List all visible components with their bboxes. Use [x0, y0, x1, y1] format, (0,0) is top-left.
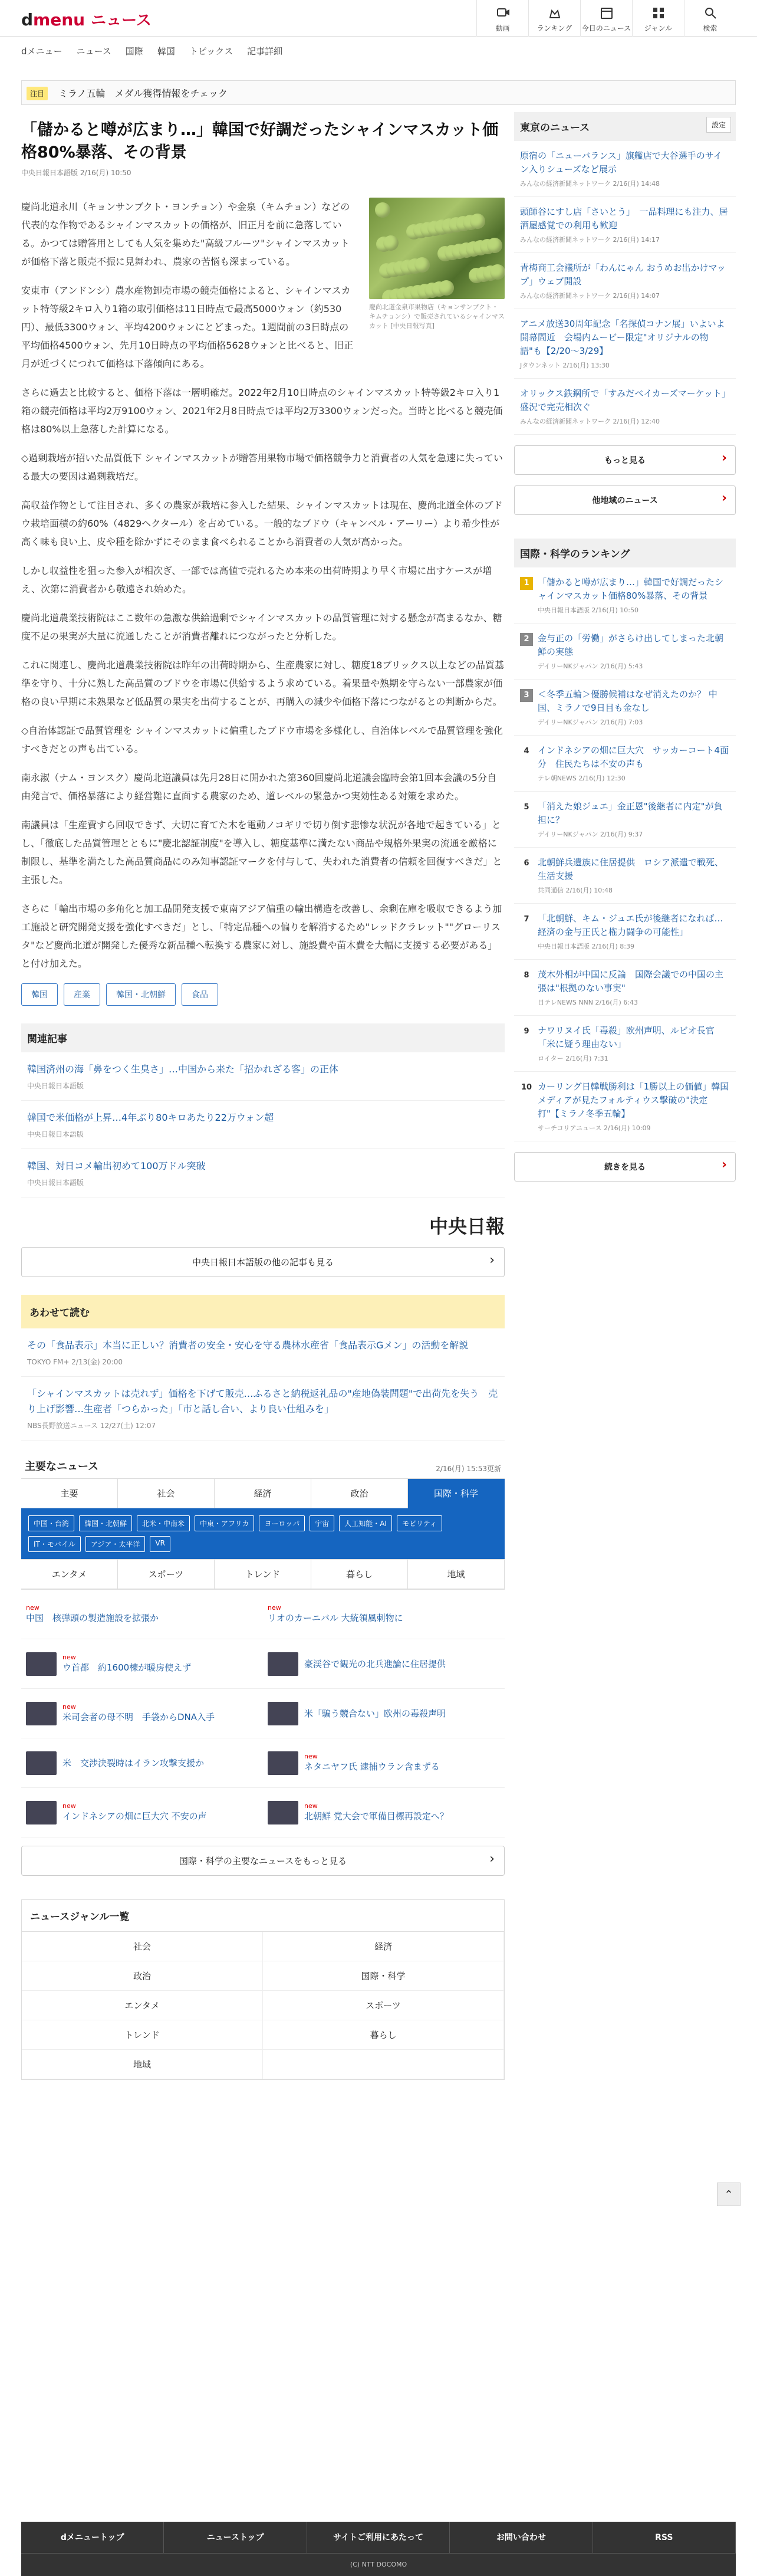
rank-number: 8 [520, 969, 533, 982]
rank-number: 9 [520, 1025, 533, 1038]
tokyo-news-title[interactable]: 青梅商工会議所が「わんにゃん おうめお出かけマップ」ウェブ開設 [520, 262, 726, 287]
related-item-title[interactable]: 韓国済州の海「鼻をつく生臭さ」…中国から来た「招かれざる客」の正体 [27, 1064, 339, 1075]
main-news-title[interactable]: 中国 核弾頭の製造施設を拡張か [26, 1613, 159, 1623]
genre-item[interactable]: スポーツ [263, 1991, 504, 2020]
main-news-title[interactable]: 米司会者の母不明 手袋からDNA入手 [62, 1712, 215, 1722]
rank-number: 5 [520, 801, 533, 814]
ranking-title[interactable]: 「消えた娘ジュエ」金正恩"後継者に内定"が負担に？ [538, 801, 723, 825]
news-thumbnail [26, 1652, 57, 1676]
tokyo-news-title[interactable]: 頭師谷にすし店「さいとう」 一品料理にも注力、居酒屋感覚での利用も歓迎 [520, 206, 728, 231]
main-news-item[interactable] [21, 1689, 263, 1738]
main-news-item[interactable] [21, 1590, 263, 1639]
main-news-title[interactable]: 米 交渉決裂時はイラン攻撃支援か [62, 1757, 205, 1768]
news-tab[interactable]: スポーツ [118, 1560, 215, 1589]
news-thumbnail [268, 1801, 298, 1824]
today-news-nav[interactable] [580, 0, 632, 37]
tokyo-news-source: みんなの経済新聞ネットワーク 2/16(月) 12:40 [520, 418, 660, 425]
main-news-title[interactable]: 豪渓谷で観光の北兵進論に住居提供 [304, 1658, 446, 1669]
genre-list [21, 1899, 505, 2080]
copyright: (C) NTT DOCOMO [350, 2561, 407, 2568]
genre-item[interactable]: 暮らし [263, 2020, 504, 2050]
news-tab[interactable]: エンタメ [21, 1560, 118, 1589]
news-tab[interactable]: 国際・科学 [408, 1479, 505, 1508]
tokyo-news-title[interactable]: オリックス鉄鋼所で「すみだベイカーズマーケット」盛況で完売相次ぐ [520, 388, 726, 412]
news-tab[interactable]: 政治 [311, 1479, 408, 1508]
sidebar [514, 112, 736, 1182]
header-icon-label: ランキング [537, 24, 572, 32]
new-badge: new [304, 1802, 318, 1810]
ranking-source: 中央日報日本語版 2/16(月) 8:39 [538, 943, 634, 950]
also-read-heading: あわせて読む [21, 1295, 505, 1328]
genre-item[interactable]: 地域 [22, 2050, 263, 2079]
ranking-title[interactable]: カーリング日韓戦勝利は「1勝以上の価値」韓国メディアが見たフォルティウス撃破の"決定打"【ミラノ冬季五輪】 [538, 1081, 729, 1119]
main-news-item[interactable] [263, 1590, 505, 1639]
tokyo-news-item[interactable] [514, 253, 736, 309]
breadcrumb-item: 記事詳細 [247, 46, 283, 57]
notice-tag: 注目 [27, 87, 48, 100]
topic-tag[interactable]: 韓国・北朝鮮 [106, 983, 176, 1006]
genre-item[interactable]: 政治 [22, 1961, 263, 1991]
breadcrumb-item[interactable]: dメニュー [21, 46, 62, 57]
ranking-item[interactable] [514, 1016, 736, 1072]
main-news-title[interactable]: ネタニヤフ氏 逮捕ウラン含まずる [304, 1761, 440, 1772]
main-news-more-button[interactable]: 国際・科学の主要なニュースをもっと見る › [21, 1846, 505, 1876]
news-thumbnail [268, 1702, 298, 1725]
genre-item[interactable]: 社会 [22, 1932, 263, 1961]
article-paragraph: 慶尚北道農業技術院はここ数年の急激な供給過剰でシャインマスカットの品質管理に対する懸念が高まるなか、糖度不足の果実が大量に流通したことが消費者離れにつながったと分析した。 [21, 612, 502, 642]
main-news-updated: 2/16(月) 15:53更新 [436, 1465, 501, 1473]
ranking-title[interactable]: 茂木外相が中国に反論 国際会議での中国の主張は"根拠のない事実" [538, 969, 724, 993]
main-news-item[interactable] [263, 1788, 505, 1837]
main-news-item[interactable] [263, 1639, 505, 1689]
ranking-nav[interactable] [528, 0, 580, 37]
sub-category-tag[interactable]: 中国・台湾 [28, 1515, 74, 1531]
ranking-item[interactable] [514, 1072, 736, 1141]
main-news-item[interactable] [21, 1788, 263, 1837]
tokyo-setting-button[interactable]: 設定 [706, 117, 731, 133]
news-tab[interactable]: 主要 [21, 1479, 118, 1508]
tokyo-news-source: みんなの経済新聞ネットワーク 2/16(月) 14:07 [520, 292, 660, 300]
genre-item[interactable]: エンタメ [22, 1991, 263, 2020]
sub-category-tag[interactable]: モビリティ [397, 1515, 442, 1531]
genre-title: ニュースジャンル一覧 [22, 1900, 504, 1932]
tokyo-more-button[interactable]: もっと見る › [514, 445, 736, 475]
rank-number: 1 [520, 577, 533, 590]
article-source: 中央日報日本語版 2/16(月) 10:50 [21, 169, 131, 177]
also-read-source: TOKYO FM+ 2/13(金) 20:00 [27, 1358, 123, 1366]
article-paragraph: さらに「輸出市場の多角化と加工品開発支援で東南アジア偏重の輸出構造を改善し、余剰在庫を吸収できるよう加工施設と研究開発支援を強化すべきだ」とし、「特定品種への偏りを解消するため"レッドクラレット""グローリスタ"など慶尚北道が開発した優秀な新品種へ転換する農家に対し、施設費や苗木費を大幅に支援する必要がある」と付け加えた。 [21, 903, 502, 969]
genre-item[interactable]: 国際・科学 [263, 1961, 504, 1991]
related-item[interactable] [21, 1149, 505, 1197]
ranking-title[interactable]: インドネシアの畑に巨大穴 サッカーコート4面分 住民たちは不安の声も [538, 745, 729, 769]
main-news-title[interactable]: リオのカーニバル 大統領風刺物に [268, 1613, 403, 1623]
search-icon [684, 6, 736, 20]
main-news-item[interactable] [21, 1738, 263, 1788]
main-column [21, 112, 505, 2080]
ranking-item[interactable] [514, 792, 736, 848]
sub-category-tag[interactable]: 人工知能・AI [339, 1515, 392, 1531]
grape-photo[interactable] [369, 198, 505, 299]
main-news-title[interactable]: 米「騙う競合ない」欧州の毒殺声明 [304, 1708, 446, 1719]
tokyo-news-source: みんなの経済新聞ネットワーク 2/16(月) 14:17 [520, 236, 660, 244]
breadcrumb-item[interactable]: 韓国 [157, 46, 175, 57]
tokyo-news-title[interactable]: アニメ放送30周年記念「名探偵コナン展」いよいよ開幕間近 会場内ムービー限定"オリジナルの物語"も【2/20〜3/29】 [520, 319, 725, 356]
notice-text[interactable]: ミラノ五輪 メダル獲得情報をチェック [58, 88, 228, 99]
article-paragraph: 南永淑（ナム・ヨンスク）慶尚北道議員は先月28日に開かれた第360回慶尚北道議会臨時会第1回本会議の5分自由発言で、価格暴落により経営難に直面する農家のため、道レベルの緊急かつ実効性ある対策を求めた。 [21, 772, 496, 802]
breadcrumb-item[interactable]: ニュース [76, 46, 111, 57]
video-icon [477, 6, 528, 20]
ranking-icon [529, 6, 580, 20]
tokyo-news-item[interactable] [514, 141, 736, 197]
ranking-source: デイリーNKジャパン 2/16(月) 7:03 [538, 718, 643, 726]
related-item-title[interactable]: 韓国、対日コメ輸出初めて100万ドル突破 [27, 1160, 206, 1171]
footer-link[interactable]: dメニュートップ [21, 2522, 164, 2553]
article-paragraph: 南議員は「生産費すら回収できず、大切に育てた木を電動ノコギリで切り倒す悲惨な状況が各地で起きている」とし、「徹底した品質管理とともに"慶北認証制度"を導入し、糖度基準に満たない商品や規格外果実の流通を厳格に制限し、基準を満たした高品質商品にのみ知事認証マークを付与して、失われた消費者の信頼を回復すべきだ」と主張した。 [21, 819, 502, 885]
article-paragraph: しかし収益性を狙った参入が相次ぎ、一部では高値で売れるため本来の出荷時期より早く市場に出すケースが増え、次第に消費者から敬遠され始めた。 [21, 565, 492, 595]
news-tab[interactable]: 地域 [408, 1560, 505, 1589]
news-tab[interactable]: 暮らし [311, 1560, 408, 1589]
rank-number: 4 [520, 745, 533, 758]
ranking-more-button[interactable]: 続きを見る › [514, 1152, 736, 1182]
sub-category-tag[interactable]: 中東・アフリカ [195, 1515, 254, 1531]
genre-item[interactable]: トレンド [22, 2020, 263, 2050]
news-tab[interactable]: 経済 [215, 1479, 311, 1508]
topic-tag[interactable]: 産業 [64, 983, 100, 1006]
ranking-item[interactable] [514, 567, 736, 624]
main-news-item[interactable] [21, 1639, 263, 1689]
new-badge: new [268, 1604, 281, 1612]
publisher-logo: 中央日報 [429, 1215, 505, 1238]
video-nav[interactable] [476, 0, 528, 37]
main-news-title[interactable]: 北朝鮮 党大会で軍備目標再設定へ？ [304, 1811, 449, 1822]
other-region-button[interactable]: 他地域のニュース › [514, 485, 736, 515]
notice-banner[interactable] [21, 80, 736, 105]
ranking-heading: 国際・科学のランキング [514, 539, 736, 567]
related-item-source: 中央日報日本語版 [27, 1082, 84, 1090]
article-paragraph: これに関連し、慶尚北道農業技術院は昨年の出荷時期から、生産農家に対し、糖度18ブリックス以上などの品質基準を守り、十分に熟した高品質のブドウを市場に供給するよう求めている。着果量や熟期を守らない一部農家が価格の良い早期に未熟果など低品質の果実を出荷することが、再購入の減少や価格下落につながるとの判断からだ。 [21, 659, 504, 707]
ranking-item[interactable] [514, 960, 736, 1016]
footer-link[interactable]: RSS [593, 2522, 736, 2553]
article-body [21, 198, 505, 973]
genre-icon [633, 6, 684, 20]
ranking-source: テレ朝NEWS 2/16(月) 12:30 [538, 775, 626, 782]
sub-category-tag[interactable]: ヨーロッパ [259, 1515, 305, 1531]
breadcrumb [21, 45, 736, 68]
article-paragraph: ◇自治体認証で品質管理を シャインマスカットに偏重したブドウ市場を多様化し、自治体レベルで品質管理を強化すべきだとの声も出ている。 [21, 725, 503, 754]
search-nav[interactable] [684, 0, 736, 37]
ranking-source: ロイター 2/16(月) 7:31 [538, 1055, 608, 1062]
header-icon-label: 今日のニュース [581, 24, 631, 32]
rank-number: 6 [520, 857, 533, 870]
tokyo-news-title[interactable]: 原宿の「ニューバランス」旗艦店で大谷選手のサイン入りシューズなど展示 [520, 150, 722, 175]
article-title: 「儲かると噂が広まり…」韓国で好調だったシャインマスカット価格80%暴落、その背景 [21, 121, 499, 162]
article-paragraph: さらに過去と比較すると、価格下落は一層明確だ。2022年2月10日時点のシャインマスカット特等級2キロ入り1箱の競売価格は平均2万9100ウォン、2021年2月8日時点では平均2万3300ウォンだった。当時と比べると競売価格は80%以上急落した計算になる。 [21, 387, 503, 435]
ranking-item[interactable] [514, 736, 736, 792]
footer-link[interactable]: お問い合わせ [450, 2522, 593, 2553]
header-icon-label: 動画 [495, 24, 510, 32]
ranking-source: デイリーNKジャパン 2/16(月) 9:37 [538, 831, 643, 838]
tokyo-news-source: Jタウンネット 2/16(月) 13:30 [520, 362, 610, 369]
main-news-title[interactable]: ウ首都 約1600棟が暖房使えず [62, 1662, 192, 1673]
header-icon-label: ジャンル [644, 24, 673, 32]
article-paragraph: ◇過剰栽培が招いた品質低下 シャインマスカットが贈答用果物市場で価格競争力と消費者の人気を急速に失っている最大の要因は過剰栽培だ。 [21, 452, 503, 482]
photo-caption: 慶尚北道金泉市果物店（キョンサンブクト・キムチョンシ）で販売されているシャインマスカット [中央日報写真] [369, 303, 505, 330]
sub-category-tag[interactable]: 北米・中南米 [137, 1515, 190, 1531]
rank-number: 7 [520, 913, 533, 926]
news-thumbnail [26, 1702, 57, 1725]
news-tab[interactable]: 社会 [118, 1479, 215, 1508]
also-read-title[interactable]: 「シャインマスカットは売れず」価格を下げて販売…ふるさと納税返礼品の"産地偽装問題"で出荷先を失う 売り上げ影響…生産者「つらかった」「市と話し合い、より良い仕組みを」 [27, 1388, 498, 1415]
ranking-item[interactable] [514, 904, 736, 960]
main-news-item[interactable] [263, 1738, 505, 1788]
breadcrumb-item[interactable]: 国際 [125, 46, 143, 57]
ranking-title[interactable]: ナワリヌイ氏「毒殺」欧州声明、ルビオ長官「米に疑う理由ない」 [538, 1025, 715, 1049]
ranking-title[interactable]: 「北朝鮮、キム・ジュエ氏が後継者になれば…経済の金与正氏と権力闘争の可能性」 [538, 913, 723, 937]
news-tab[interactable]: トレンド [215, 1560, 311, 1589]
ranking-title[interactable]: 金与正の「労働」がさらけ出してしまった北朝鮮の実態 [538, 633, 724, 657]
sub-category-tag[interactable]: 宇宙 [310, 1515, 334, 1531]
ranking-title[interactable]: ＜冬季五輪＞優勝候補はなぜ消えたのか？ 中国、ミラノで9日目も金なし [538, 689, 717, 713]
ranking-item[interactable] [514, 680, 736, 736]
new-badge: new [62, 1703, 76, 1711]
ranking-source: デイリーNKジャパン 2/16(月) 5:43 [538, 662, 643, 670]
footer-link[interactable]: ニューストップ [164, 2522, 307, 2553]
topic-tag[interactable]: 食品 [182, 983, 218, 1006]
related-item[interactable] [21, 1052, 505, 1101]
ranking-source: 日テレNEWS NNN 2/16(月) 6:43 [538, 999, 638, 1006]
footer [21, 2522, 736, 2576]
news-thumbnail [26, 1801, 57, 1824]
article-paragraph: 高収益作物として注目され、多くの農家が栽培に参入した結果、シャインマスカットは現在、慶尚北道全体のブドウ栽培面積の約60%（4829ヘクタール）を占めている。一般的なブドウ（キャンベル・アーリー）より希少性が高く味も良い上、皮や種を除かずにそのまま食べられることから消費者の人気が高かった。 [21, 500, 503, 547]
new-badge: new [62, 1653, 76, 1661]
breadcrumb-item[interactable]: トピックス [189, 46, 233, 57]
genre-item [263, 2050, 504, 2079]
publisher-more-button[interactable]: 中央日報日本語版の他の記事も見る › [21, 1247, 505, 1277]
sub-category-tag[interactable]: 韓国・北朝鮮 [79, 1515, 132, 1531]
related-item[interactable] [21, 1101, 505, 1149]
news-thumbnail [26, 1751, 57, 1775]
also-read-item[interactable] [21, 1328, 505, 1377]
main-news-section [21, 1458, 505, 1876]
sub-category-tag[interactable]: IT・モバイル [28, 1536, 81, 1552]
dmenu-news-logo[interactable]: dmenu ニュース [21, 10, 152, 29]
related-item-title[interactable]: 韓国で米価格が上昇…4年ぶり80キロあたり22万ウォン超 [27, 1112, 274, 1123]
also-read-title[interactable]: その「食品表示」本当に正しい？消費者の安全・安心を守る農林水産省「食品表示Gメン」の活動を解説 [27, 1340, 469, 1351]
site-header [0, 0, 757, 37]
also-read-item[interactable] [21, 1377, 505, 1440]
genre-item[interactable]: 経済 [263, 1932, 504, 1961]
article-figure [369, 198, 505, 331]
ranking-item[interactable] [514, 624, 736, 680]
news-thumbnail [268, 1751, 298, 1775]
article-tags [21, 983, 505, 1006]
rank-number: 2 [520, 633, 533, 646]
sub-category-tag[interactable]: VR [150, 1536, 170, 1552]
related-item-source: 中央日報日本語版 [27, 1179, 84, 1187]
footer-link[interactable]: サイトご利用にあたって [307, 2522, 450, 2553]
news-thumbnail [268, 1652, 298, 1676]
ranking-title[interactable]: 「儲かると噂が広まり…」韓国で好調だったシャインマスカット価格80%暴落、その背景 [538, 577, 724, 601]
ranking-source: 共同通信 2/16(月) 10:48 [538, 887, 613, 894]
also-read-source: NBS長野放送ニュース 12/27(土) 12:07 [27, 1422, 156, 1430]
article-paragraph: 慶尚北道永川（キョンサンブクト・ヨンチョン）や金泉（キムチョン）などの代表的な作物であるシャインマスカットの価格が、旧正月を前に急落している。かつては贈答用としても人気を集めた"高級フルーツ"シャインマスカットが価格下落と販売不振に見舞われ、農家の苦悩も深まっている。 [21, 201, 350, 267]
related-heading: 関連記事 [21, 1023, 505, 1052]
new-badge: new [26, 1604, 40, 1612]
new-badge: new [62, 1802, 76, 1810]
today-news-icon [581, 6, 632, 20]
tokyo-news-source: みんなの経済新聞ネットワーク 2/16(月) 14:48 [520, 180, 660, 188]
ranking-item[interactable] [514, 848, 736, 904]
ranking-source: サーチコリアニュース 2/16(月) 10:09 [538, 1124, 651, 1132]
rank-number: 10 [520, 1081, 533, 1094]
topic-tag[interactable]: 韓国 [21, 983, 58, 1006]
main-news-title[interactable]: インドネシアの畑に巨大穴 不安の声 [62, 1811, 207, 1822]
new-badge: new [304, 1753, 318, 1760]
sub-category-tag[interactable]: アジア・太平洋 [85, 1536, 146, 1552]
tokyo-news-item[interactable] [514, 379, 736, 435]
main-news-title: 主要なニュース [25, 1461, 99, 1473]
tokyo-news-item[interactable] [514, 197, 736, 253]
tokyo-news-heading: 東京のニュース 設定 [514, 112, 736, 141]
rank-number: 3 [520, 689, 533, 702]
back-to-top-button[interactable]: ⌃ [717, 2183, 740, 2206]
main-news-item[interactable] [263, 1689, 505, 1738]
header-icon-label: 検索 [703, 24, 717, 32]
related-item-source: 中央日報日本語版 [27, 1130, 84, 1138]
ranking-title[interactable]: 北朝鮮兵遺族に住居提供 ロシア派遣で戦死、生活支援 [538, 857, 724, 881]
tokyo-news-item[interactable] [514, 309, 736, 379]
ranking-source: 中央日報日本語版 2/16(月) 10:50 [538, 606, 638, 614]
article-paragraph: 安東市（アンドンシ）農水産物卸売市場の競売価格によると、シャインマスカット特等級2キロ入り1箱の取引価格は11日時点で最高5000ウォン（約530円）、最低3300ウォン、平均4200ウォンにとどまった。1週間前の3日時点の平均価格4500ウォン、先月10日時点の平均価格5628ウォンと比べると、旧正月が近づくにつれて価格は下落傾向にある。 [21, 285, 354, 369]
genre-nav[interactable] [632, 0, 684, 37]
